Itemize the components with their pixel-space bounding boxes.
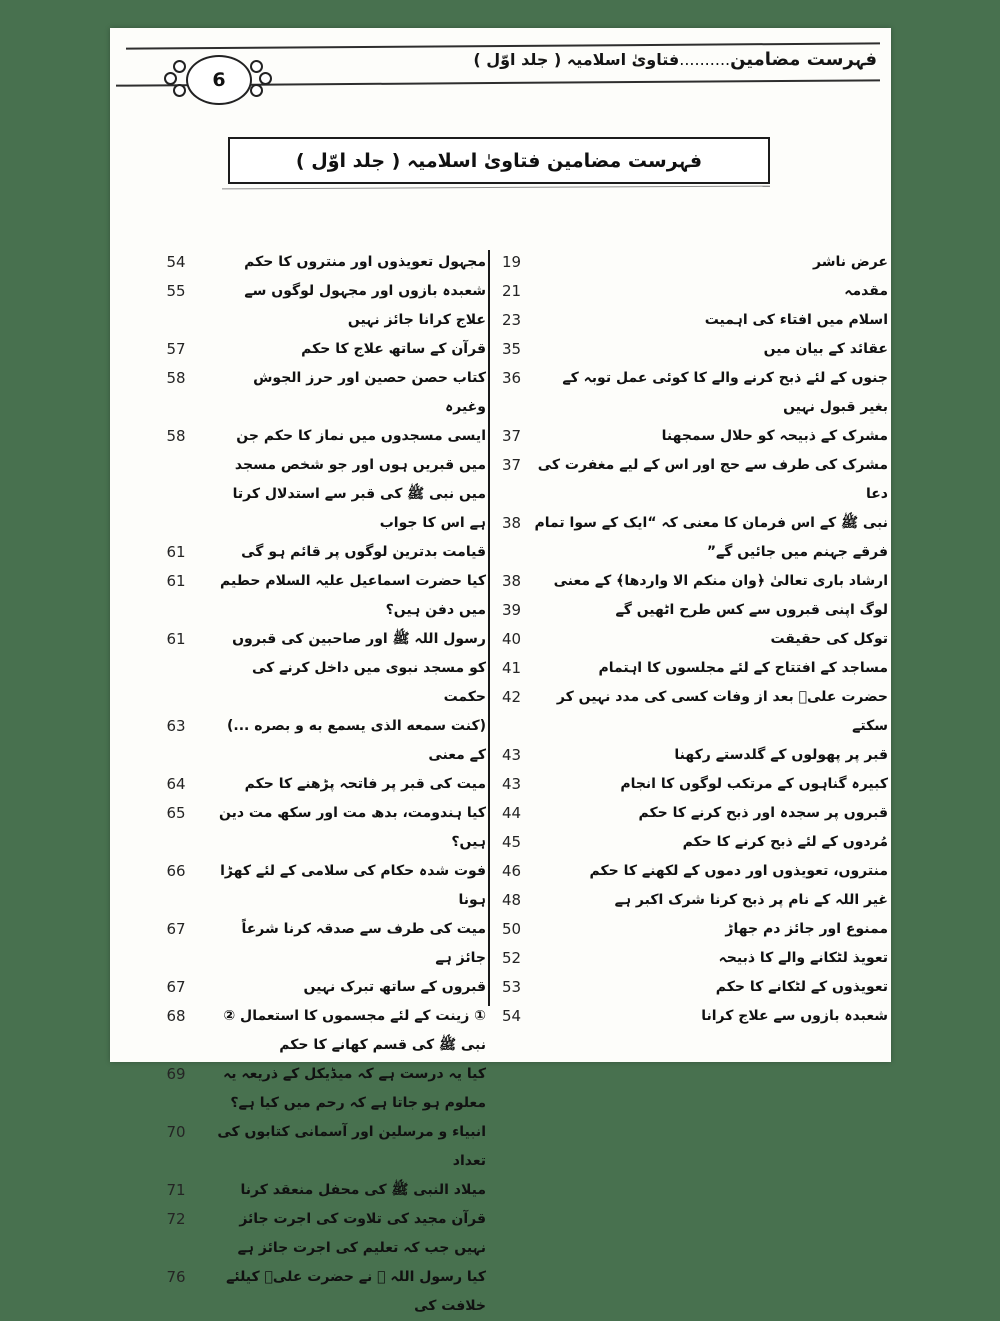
toc-entry xyxy=(496,973,888,1002)
toc-entry xyxy=(496,741,888,770)
entry-title: کیا یہ درست ہے کہ میڈیکل کے ذریعہ یہ معلوم ہو جاتا ہے کہ رحم میں کیا ہے؟ xyxy=(223,1066,486,1111)
toc-entry xyxy=(118,277,486,335)
entry-title: میت کی طرف سے صدقہ کرنا شرعاً جائز ہے xyxy=(241,921,486,966)
entry-title: مجہول تعویذوں اور منتروں کا حکم xyxy=(244,254,486,270)
entry-title: شعبدہ بازوں اور مجہول لوگوں سے علاج کرانا جائز نہیں xyxy=(244,283,486,328)
running-header-section: فہرست مضامین xyxy=(730,49,877,70)
toc-entry xyxy=(118,1002,486,1060)
entry-page-number: 38 xyxy=(502,514,522,532)
toc-entry xyxy=(118,857,486,915)
entry-page-number: 61 xyxy=(166,630,186,648)
entry-page-number: 61 xyxy=(166,543,186,561)
toc-entry xyxy=(118,1263,486,1321)
entry-title: جنوں کے لئے ذبح کرنے والے کا کوئی عمل توبہ کے بغیر قبول نہیں xyxy=(562,370,888,415)
entry-page-number: 64 xyxy=(166,775,186,793)
toc-entry xyxy=(496,654,888,683)
entry-title: (کنت سمعه الذی یسمع به و بصره ...) کے معنی xyxy=(227,718,486,763)
entry-title: شعبدہ بازوں سے علاج کرانا xyxy=(701,1008,888,1024)
toc-entry xyxy=(496,886,888,915)
running-header-dots: .......... xyxy=(679,50,731,69)
entry-page-number: 72 xyxy=(166,1210,186,1228)
toc-entry xyxy=(118,248,486,277)
entry-page-number: 36 xyxy=(502,369,522,387)
entry-title: ارشاد باری تعالیٰ ﴿وان منکم الا واردها﴾ کے معنی xyxy=(553,573,888,589)
toc-entry xyxy=(118,422,486,538)
entry-page-number: 43 xyxy=(502,746,522,764)
entry-title: قرآن مجید کی تلاوت کی اجرت جائز نہیں جب کہ تعلیم کی اجرت جائز ہے xyxy=(237,1211,486,1256)
toc-entry xyxy=(118,364,486,422)
entry-title: تعویذوں کے لٹکانے کا حکم xyxy=(715,979,888,995)
toc-entry xyxy=(496,625,888,654)
toc-entry xyxy=(118,335,486,364)
toc-entry xyxy=(118,799,486,857)
running-header-book: فتاویٰ اسلامیہ ( جلد اوّل ) xyxy=(473,50,680,69)
toc-right-column xyxy=(496,248,888,1031)
entry-title: مساجد کے افتتاح کے لئے مجلسوں کا اہتمام xyxy=(598,660,888,676)
entry-page-number: 45 xyxy=(502,833,522,851)
toc-entry xyxy=(496,915,888,944)
entry-title: لوگ اپنی قبروں سے کس طرح اٹھیں گے xyxy=(615,602,888,618)
toc-entry xyxy=(496,799,888,828)
entry-title: قبروں کے ساتھ تبرک نہیں xyxy=(303,979,486,995)
toc-entry xyxy=(496,596,888,625)
entry-page-number: 46 xyxy=(502,862,522,880)
toc-left-column xyxy=(118,248,486,1321)
entry-page-number: 43 xyxy=(502,775,522,793)
entry-page-number: 55 xyxy=(166,282,186,300)
entry-page-number: 70 xyxy=(166,1123,186,1141)
entry-title: غیر اللہ کے نام پر ذبح کرنا شرک اکبر ہے xyxy=(614,892,888,908)
entry-page-number: 58 xyxy=(166,427,186,445)
entry-page-number: 67 xyxy=(166,920,186,938)
entry-title: کیا رسول اللہ ﷺ نے حضرت علیؓ کیلئے خلافت کی xyxy=(226,1269,486,1314)
column-divider xyxy=(488,250,490,1006)
entry-title: کیا حضرت اسماعیل علیہ السلام حطیم میں دفن ہیں؟ xyxy=(220,573,486,618)
entry-title: ایسی مسجدوں میں نماز کا حکم جن میں قبریں ہوں اور جو شخص مسجد میں نبی ﷺ کی قبر سے استدلال کرتا ہے اس کا جواب xyxy=(232,428,486,531)
entry-page-number: 53 xyxy=(502,978,522,996)
toc-entry xyxy=(118,1205,486,1263)
entry-page-number: 65 xyxy=(166,804,186,822)
toc-entry xyxy=(496,683,888,741)
toc-title: فہرست مضامین فتاویٰ اسلامیہ ( جلد اوّل ) xyxy=(295,149,703,172)
toc-entry xyxy=(496,451,888,509)
entry-title: میلاد النبی ﷺ کی محفل منعقد کرنا xyxy=(240,1182,486,1198)
title-box-scan-echo-line xyxy=(222,186,770,190)
toc-entry xyxy=(118,770,486,799)
floral-flourish-icon xyxy=(173,60,186,73)
toc-entry xyxy=(496,364,888,422)
toc-entry xyxy=(496,944,888,973)
entry-page-number: 61 xyxy=(166,572,186,590)
entry-page-number: 58 xyxy=(166,369,186,387)
toc-entry xyxy=(496,828,888,857)
entry-title: نبی ﷺ کے اس فرمان کا معنی کہ “ایک کے سوا تمام فرقے جہنم میں جائیں گے” xyxy=(534,515,888,560)
entry-page-number: 39 xyxy=(502,601,522,619)
entry-page-number: 54 xyxy=(502,1007,522,1025)
toc-entry xyxy=(496,509,888,567)
entry-page-number: 23 xyxy=(502,311,522,329)
entry-title: قرآن کے ساتھ علاج کا حکم xyxy=(301,341,486,357)
toc-entry xyxy=(118,567,486,625)
entry-title: مُردوں کے لئے ذبح کرنے کا حکم xyxy=(682,834,888,850)
toc-title-box xyxy=(228,137,770,184)
toc-entry xyxy=(496,335,888,364)
toc-entry xyxy=(496,277,888,306)
toc-entry xyxy=(118,1176,486,1205)
book-page xyxy=(110,28,891,1314)
page-number-ornament xyxy=(158,52,278,106)
toc-entry xyxy=(118,1118,486,1176)
entry-title: ممنوع اور جائز دم جھاڑ xyxy=(725,921,888,937)
entry-title: میت کی قبر پر فاتحہ پڑھنے کا حکم xyxy=(244,776,486,792)
entry-title: مشرک کے ذبیحہ کو حلال سمجھنا xyxy=(661,428,888,444)
toc-entry xyxy=(496,422,888,451)
entry-page-number: 57 xyxy=(166,340,186,358)
toc-entry xyxy=(496,248,888,277)
entry-title: قبروں پر سجدہ اور ذبح کرنے کا حکم xyxy=(638,805,888,821)
entry-title: مقدمہ xyxy=(844,283,888,299)
toc-entry xyxy=(496,1002,888,1031)
toc-entry xyxy=(496,567,888,596)
entry-page-number: 38 xyxy=(502,572,522,590)
entry-title: کبیرہ گناہوں کے مرتکب لوگوں کا انجام xyxy=(620,776,888,792)
entry-title: عقائد کے بیان میں xyxy=(763,341,888,357)
toc-entry xyxy=(118,712,486,770)
entry-title: ① زینت کے لئے مجسموں کا استعمال ② نبی ﷺ کی قسم کھانے کا حکم xyxy=(223,1008,486,1053)
entry-title: قیامت بدترین لوگوں پر قائم ہو گی xyxy=(241,544,486,560)
entry-title: کیا ہندومت، بدھ مت اور سکھ مت دین ہیں؟ xyxy=(218,805,486,850)
entry-title: عرض ناشر xyxy=(813,254,888,270)
entry-page-number: 48 xyxy=(502,891,522,909)
entry-title: منتروں، تعویذوں اور دموں کے لکھنے کا حکم xyxy=(589,863,888,879)
toc-entry xyxy=(496,857,888,886)
entry-page-number: 67 xyxy=(166,978,186,996)
entry-page-number: 63 xyxy=(166,717,186,735)
floral-flourish-icon xyxy=(164,72,177,85)
entry-page-number: 44 xyxy=(502,804,522,822)
toc-entry xyxy=(496,306,888,335)
entry-page-number: 21 xyxy=(502,282,522,300)
toc-entry xyxy=(118,1060,486,1118)
entry-title: مشرک کی طرف سے حج اور اس کے لیے مغفرت کی دعا xyxy=(537,457,888,502)
toc-entry xyxy=(118,625,486,712)
entry-page-number: 76 xyxy=(166,1268,186,1286)
toc-entry xyxy=(496,770,888,799)
entry-page-number: 35 xyxy=(502,340,522,358)
entry-title: حضرت علیؓ بعد از وفات کسی کی مدد نہیں کر سکتے xyxy=(556,689,888,734)
entry-title: کتاب حصن حصین اور حرز الجوش وغیرہ xyxy=(253,370,486,415)
entry-page-number: 41 xyxy=(502,659,522,677)
entry-page-number: 54 xyxy=(166,253,186,271)
entry-title: توکل کی حقیقت xyxy=(770,631,888,647)
entry-page-number: 69 xyxy=(166,1065,186,1083)
entry-title: انبیاء و مرسلین اور آسمانی کتابوں کی تعداد xyxy=(217,1124,486,1169)
entry-page-number: 42 xyxy=(502,688,522,706)
entry-page-number: 40 xyxy=(502,630,522,648)
entry-title: فوت شدہ حکام کی سلامی کے لئے کھڑا ہونا xyxy=(220,863,486,908)
page-number: 6 xyxy=(186,55,252,105)
entry-page-number: 68 xyxy=(166,1007,186,1025)
entry-title: تعویذ لٹکانے والے کا ذبیحہ xyxy=(718,950,888,966)
entry-page-number: 19 xyxy=(502,253,522,271)
floral-flourish-icon xyxy=(173,84,186,97)
entry-page-number: 66 xyxy=(166,862,186,880)
entry-title: اسلام میں افتاء کی اہمیت xyxy=(704,312,888,328)
entry-page-number: 71 xyxy=(166,1181,186,1199)
toc-entry xyxy=(118,538,486,567)
toc-entry xyxy=(118,915,486,973)
entry-page-number: 52 xyxy=(502,949,522,967)
entry-page-number: 37 xyxy=(502,456,522,474)
floral-flourish-icon xyxy=(250,84,263,97)
entry-title: قبر پر پھولوں کے گلدستے رکھنا xyxy=(674,747,888,763)
floral-flourish-icon xyxy=(259,72,272,85)
toc-entry xyxy=(118,973,486,1002)
entry-page-number: 37 xyxy=(502,427,522,445)
entry-title: رسول اللہ ﷺ اور صاحبین کی قبروں کو مسجد نبوی میں داخل کرنے کی حکمت xyxy=(232,631,486,705)
floral-flourish-icon xyxy=(250,60,263,73)
running-header xyxy=(473,49,877,70)
entry-page-number: 50 xyxy=(502,920,522,938)
